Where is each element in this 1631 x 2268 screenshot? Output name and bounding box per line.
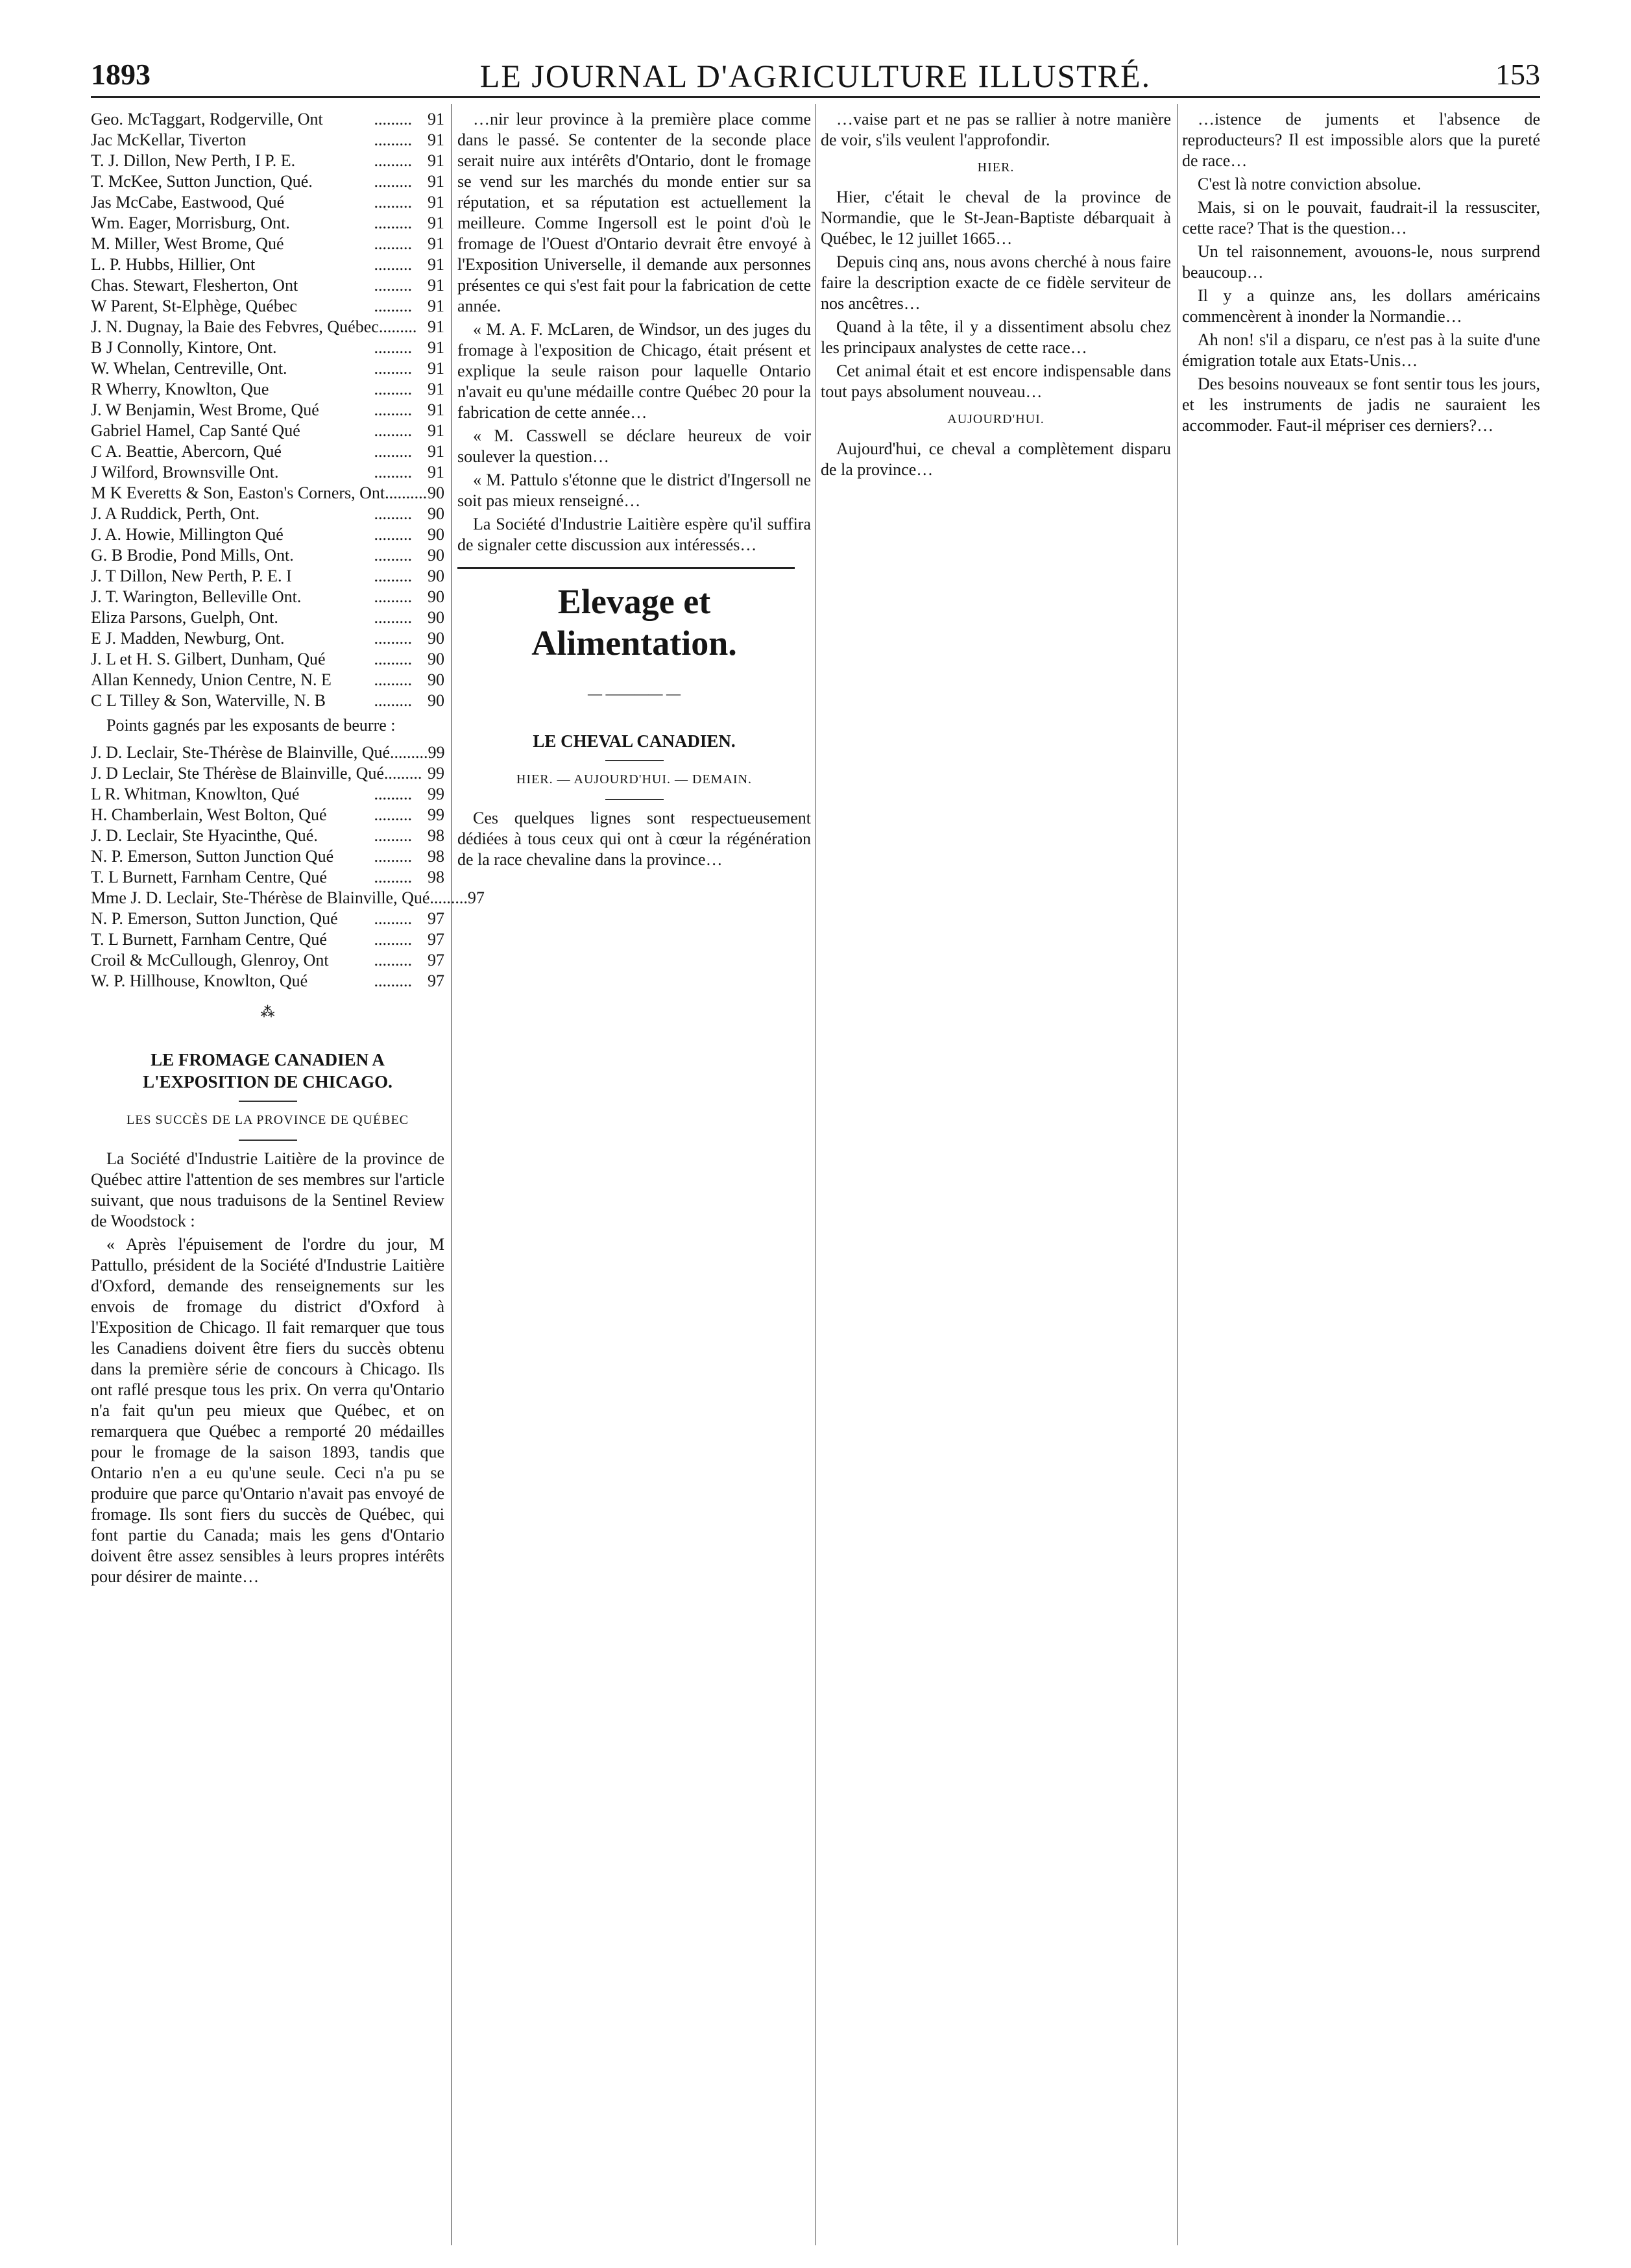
exhibitor-name: C L Tilley & Son, Waterville, N. B: [91, 691, 326, 710]
score-value: 91: [428, 421, 444, 440]
score-row: [91, 628, 444, 649]
column-divider: [451, 104, 452, 2245]
exhibitor-name: Mme J. D. Leclair, Ste-Thérèse de Blainville, Qué: [91, 888, 430, 907]
score-value: 97: [467, 888, 485, 907]
leader-dots: .........: [374, 338, 412, 357]
exhibitor-name: L R. Whitman, Knowlton, Qué: [91, 785, 300, 803]
score-value: 99: [428, 805, 444, 824]
column-divider: [1177, 104, 1178, 2245]
article-paragraph: « M. Pattulo s'étonne que le district d'Ingersoll ne soit pas mieux renseigné…: [457, 470, 811, 510]
score-row: [91, 908, 444, 929]
article-paragraph: Hier, c'était le cheval de la province de Normandie, que le St-Jean-Baptiste débarquait à Québec, le 12 juillet 1665…: [821, 188, 1171, 248]
leader-dots: .........: [374, 785, 412, 803]
exhibitor-name: C A. Beattie, Abercorn, Qué: [91, 442, 282, 461]
score-row: [91, 275, 444, 296]
score-row: [91, 545, 444, 566]
score-row: [91, 254, 444, 275]
score-value: 99: [428, 743, 445, 762]
score-row: [91, 213, 444, 234]
leader-dots: .........: [374, 971, 412, 990]
article-subtitle-fromage: LES SUCCÈS DE LA PROVINCE DE QUÉBEC: [126, 1113, 409, 1127]
exhibitor-name: Wm. Eager, Morrisburg, Ont.: [91, 213, 290, 232]
score-row: [91, 929, 444, 950]
exhibitor-name: J Wilford, Brownsville Ont.: [91, 463, 279, 482]
score-value: 90: [428, 670, 444, 689]
score-value: 91: [428, 400, 444, 419]
leader-dots: .........: [374, 868, 412, 886]
article-paragraph: La Société d'Industrie Laitière de la province de Québec attire l'attention de ses membres sur l'article suivant, que nous traduisons de la Sentinel Review de Woodstock :: [91, 1149, 444, 1230]
exhibitor-name: J. A Ruddick, Perth, Ont.: [91, 504, 260, 523]
leader-dots: .........: [374, 546, 412, 565]
exhibitor-name: W. Whelan, Centreville, Ont.: [91, 359, 287, 378]
score-row: [91, 192, 444, 213]
leader-dots: .........: [374, 213, 412, 232]
score-row: [91, 462, 444, 483]
leader-dots: .........: [374, 193, 412, 212]
score-row: [91, 950, 444, 971]
leader-dots: .........: [374, 255, 412, 274]
article-title-cheval: LE CHEVAL CANADIEN.: [533, 731, 736, 751]
score-row: [91, 421, 444, 441]
exhibitor-name: M K Everetts & Son, Easton's Corners, Ont.: [91, 483, 389, 502]
exhibitor-name: M. Miller, West Brome, Qué: [91, 234, 284, 253]
butter-scores-list: [91, 742, 485, 992]
score-row: [91, 379, 444, 400]
article-paragraph: « Après l'épuisement de l'ordre du jour, M Pattullo, président de la Société d'Industrie Laitière d'Oxford, demande des renseignements sur les envois de fromage du district d'Oxford à l'Exposition de Chicago. Il fait remarquer que tous les Canadiens doivent être fiers du succès obtenu dans la première série de concours à Chicago. Ils ont raflé presque tous les prix. On verra qu'Ontario n'a fait qu'un peu mieux que Québec, et on remarquera que Québec a remporté 20 médailles pour le fromage de la saison 1893, tandis que Ontario n'en a eu qu'une seule. Ceci n'a pu se produire que parce qu'Ontario n'avait pas envoyé de fromage. Ils sont fiers du succès de Québec, qui font partie du Canada; mais les gens d'Ontario doivent être assez sensibles à leurs propres intérêts pour désirer de mainte…: [91, 1235, 444, 1586]
article-paragraph: Cet animal était et est encore indispensable dans tout pays absolument nouveau…: [821, 361, 1171, 401]
exhibitor-name: J. T. Warington, Belleville Ont.: [91, 587, 302, 606]
score-row: [91, 400, 444, 421]
article-title-fromage: LE FROMAGE CANADIEN A L'EXPOSITION DE CHICAGO.: [143, 1050, 393, 1091]
leader-dots: .........: [374, 400, 412, 419]
article-paragraph: Il y a quinze ans, les dollars américains commencèrent à inonder la Normandie…: [1182, 286, 1540, 326]
subheading-hier: HIER.: [977, 160, 1015, 175]
article-paragraph: Ah non! s'il a disparu, ce n'est pas à la suite d'une émigration totale aux Etats-Unis…: [1182, 330, 1540, 370]
exhibitor-name: G. B Brodie, Pond Mills, Ont.: [91, 546, 294, 565]
subheading-aujourdhui: AUJOURD'HUI.: [947, 412, 1045, 426]
score-row: [91, 234, 444, 254]
leader-dots: .........: [374, 930, 412, 949]
leader-dots: .........: [374, 234, 412, 253]
leader-dots: .........: [374, 826, 412, 845]
leader-dots: .........: [429, 888, 468, 907]
title-rule: [605, 760, 664, 761]
score-value: 91: [428, 338, 444, 357]
leader-dots: .........: [374, 805, 412, 824]
article-paragraph: C'est là notre conviction absolue.: [1198, 175, 1421, 193]
article-paragraph: …nir leur province à la première place comme dans le passé. Se contenter de la seconde place serait nuire aux intérêts d'Ontario, dont le fromage se vend sur les marchés du monde entier sur sa réputation, et sa réputation est actuellement la meilleure. Comme Ingersoll est le point d'où le fromage de l'Ouest d'Ontario devrait être envoyé à l'Exposition Universelle, il demande aux personnes présentes ce qui s'est fait pour la fabrication de cette année.: [457, 110, 811, 315]
section-ornament: — ———— —: [588, 685, 681, 701]
score-value: 99: [428, 764, 444, 783]
score-row: [91, 587, 444, 607]
score-row: [91, 846, 444, 867]
score-value: 91: [428, 234, 444, 253]
score-value: 97: [428, 971, 444, 990]
header-year: 1893: [91, 58, 151, 91]
score-row: [91, 296, 444, 317]
leader-dots: .........: [374, 608, 412, 627]
exhibitor-name: Croil & McCullough, Glenroy, Ont: [91, 951, 329, 969]
exhibitor-name: Eliza Parsons, Guelph, Ont.: [91, 608, 278, 627]
butter-intro: Points gagnés par les exposants de beurre :: [106, 716, 396, 735]
score-value: 91: [428, 442, 444, 461]
leader-dots: .........: [374, 504, 412, 523]
leader-dots: .........: [389, 483, 428, 502]
exhibitor-name: N. P. Emerson, Sutton Junction Qué: [91, 847, 334, 866]
score-value: 91: [428, 297, 444, 315]
article-paragraph: Quand à la tête, il y a dissentiment absolu chez les principaux analystes de cette race…: [821, 317, 1171, 357]
exhibitor-name: Allan Kennedy, Union Centre, N. E: [91, 670, 332, 689]
score-row: [91, 151, 444, 171]
score-value: 98: [428, 847, 444, 866]
score-row: [91, 109, 444, 130]
leader-dots: .........: [383, 764, 422, 783]
leader-dots: .........: [374, 421, 412, 440]
score-value: 91: [428, 359, 444, 378]
article-paragraph: …vaise part et ne pas se rallier à notre manière de voir, s'ils veulent l'approfondir.: [821, 110, 1171, 149]
leader-dots: .........: [378, 317, 417, 336]
exhibitor-name: T. McKee, Sutton Junction, Qué.: [91, 172, 313, 191]
exhibitor-name: T. L Burnett, Farnham Centre, Qué: [91, 930, 327, 949]
title-rule: [239, 1101, 297, 1102]
score-row: [91, 317, 444, 337]
leader-dots: .........: [374, 380, 412, 398]
separator-stars: ⁂: [260, 1004, 275, 1020]
leader-dots: .........: [374, 691, 412, 710]
score-row: [91, 670, 444, 690]
exhibitor-name: R Wherry, Knowlton, Que: [91, 380, 269, 398]
score-value: 91: [428, 255, 444, 274]
score-row: [91, 337, 444, 358]
leader-dots: .........: [374, 629, 412, 648]
score-row: [91, 742, 444, 763]
score-row: [91, 763, 444, 784]
score-row: [91, 888, 485, 908]
score-value: 98: [428, 868, 444, 886]
score-row: [91, 649, 444, 670]
exhibitor-name: Gabriel Hamel, Cap Santé Qué: [91, 421, 300, 440]
exhibitor-name: W. P. Hillhouse, Knowlton, Qué: [91, 971, 308, 990]
exhibitor-name: J. D. Leclair, Ste Hyacinthe, Qué.: [91, 826, 318, 845]
column-4: [1182, 109, 1540, 2244]
leader-dots: .........: [374, 463, 412, 482]
score-value: 97: [428, 951, 444, 969]
exhibitor-name: J. W Benjamin, West Brome, Qué: [91, 400, 319, 419]
score-value: 91: [428, 276, 444, 295]
score-row: [91, 171, 444, 192]
leader-dots: .........: [374, 442, 412, 461]
page-number: 153: [1495, 58, 1540, 91]
score-value: 90: [428, 525, 444, 544]
article-paragraph: Un tel raisonnement, avouons-le, nous surprend beaucoup…: [1182, 242, 1540, 282]
leader-dots: .........: [374, 847, 412, 866]
exhibitor-name: N. P. Emerson, Sutton Junction, Qué: [91, 909, 338, 928]
exhibitor-name: T. L Burnett, Farnham Centre, Qué: [91, 868, 327, 886]
article-paragraph: « M. A. F. McLaren, de Windsor, un des juges du fromage à l'exposition de Chicago, était présent et explique la seule raison pour laquelle Ontario n'avait eu qu'une médaille contre Québec 20 pour la fabrication de cette année…: [457, 320, 811, 422]
exhibitor-name: E J. Madden, Newburg, Ont.: [91, 629, 285, 648]
article-paragraph: « M. Casswell se déclare heureux de voir soulever la question…: [457, 426, 811, 466]
leader-dots: .........: [374, 587, 412, 606]
exhibitor-name: Jac McKellar, Tiverton: [91, 130, 247, 149]
score-row: [91, 971, 444, 992]
exhibitor-name: B J Connolly, Kintore, Ont.: [91, 338, 277, 357]
leader-dots: .........: [374, 110, 412, 128]
score-row: [91, 566, 444, 587]
score-value: 91: [428, 463, 444, 482]
leader-dots: .........: [374, 359, 412, 378]
score-row: [91, 504, 444, 524]
exhibitor-name: Geo. McTaggart, Rodgerville, Ont: [91, 110, 323, 128]
leader-dots: .........: [374, 172, 412, 191]
score-value: 90: [428, 650, 444, 668]
exhibitor-name: J. D. Leclair, Ste-Thérèse de Blainville, Qué: [91, 743, 391, 762]
score-row: [91, 867, 444, 888]
leader-dots: .........: [374, 151, 412, 170]
score-row: [91, 483, 444, 504]
score-value: 90: [428, 587, 444, 606]
score-value: 90: [428, 608, 444, 627]
score-row: [91, 130, 444, 151]
score-row: [91, 805, 444, 825]
score-row: [91, 825, 444, 846]
score-value: 90: [428, 483, 444, 502]
leader-dots: .........: [374, 276, 412, 295]
exhibitor-name: T. J. Dillon, New Perth, I P. E.: [91, 151, 296, 170]
cheese-scores-list: [91, 109, 444, 711]
score-value: 90: [428, 629, 444, 648]
exhibitor-name: J. N. Dugnay, la Baie des Febvres, Québec: [91, 317, 379, 336]
column-1: [91, 109, 485, 2244]
score-value: 91: [428, 172, 444, 191]
exhibitor-name: W Parent, St-Elphège, Québec: [91, 297, 297, 315]
exhibitor-name: H. Chamberlain, West Bolton, Qué: [91, 805, 327, 824]
exhibitor-name: Jas McCabe, Eastwood, Qué: [91, 193, 285, 212]
leader-dots: .........: [374, 567, 412, 585]
score-row: [91, 690, 444, 711]
exhibitor-name: J. D Leclair, Ste Thérèse de Blainville, Qué: [91, 764, 384, 783]
title-rule: [239, 1140, 297, 1141]
score-row: [91, 358, 444, 379]
leader-dots: .........: [374, 297, 412, 315]
score-value: 90: [428, 567, 444, 585]
column-3: [821, 109, 1171, 2244]
leader-dots: .........: [374, 525, 412, 544]
leader-dots: .........: [374, 909, 412, 928]
article-paragraph: Mais, si on le pouvait, faudrait-il la ressusciter, cette race? That is the question…: [1182, 198, 1540, 238]
article-paragraph: Aujourd'hui, ce cheval a complètement disparu de la province…: [821, 439, 1171, 479]
score-row: [91, 784, 444, 805]
exhibitor-name: J. T Dillon, New Perth, P. E. I: [91, 567, 292, 585]
article-paragraph: …istence de juments et l'absence de reproducteurs? Il est impossible alors que la pureté de race…: [1182, 110, 1540, 170]
leader-dots: .........: [390, 743, 428, 762]
title-rule: [605, 799, 664, 800]
article-paragraph: La Société d'Industrie Laitière espère qu'il suffira de signaler cette discussion aux intéressés…: [457, 515, 811, 554]
score-row: [91, 607, 444, 628]
score-value: 91: [428, 317, 444, 336]
header-rule: [91, 96, 1540, 98]
score-value: 97: [428, 930, 444, 949]
exhibitor-name: J. A. Howie, Millington Qué: [91, 525, 284, 544]
article-paragraph: Ces quelques lignes sont respectueusement dédiées à tous ceux qui ont à cœur la régénération de la race chevaline dans la province…: [457, 809, 811, 869]
section-title-elevage: Elevage et Alimentation.: [531, 582, 737, 663]
score-value: 91: [428, 380, 444, 398]
section-rule: [457, 567, 795, 569]
score-value: 99: [428, 785, 444, 803]
score-value: 91: [428, 130, 444, 149]
score-value: 97: [428, 909, 444, 928]
exhibitor-name: L. P. Hubbs, Hillier, Ont: [91, 255, 256, 274]
leader-dots: .........: [374, 130, 412, 149]
score-value: 91: [428, 110, 444, 128]
score-value: 90: [428, 546, 444, 565]
score-row: [91, 524, 444, 545]
article-paragraph: Depuis cinq ans, nous avons cherché à nous faire faire la description exacte de ce fidèle serviteur de nos ancêtres…: [821, 252, 1171, 313]
column-2: [457, 109, 811, 2244]
leader-dots: .........: [374, 951, 412, 969]
score-row: [91, 441, 444, 462]
score-value: 90: [428, 691, 444, 710]
exhibitor-name: J. L et H. S. Gilbert, Dunham, Qué: [91, 650, 326, 668]
score-value: 90: [428, 504, 444, 523]
score-value: 91: [428, 151, 444, 170]
score-value: 91: [428, 213, 444, 232]
exhibitor-name: Chas. Stewart, Flesherton, Ont: [91, 276, 298, 295]
score-value: 98: [428, 826, 444, 845]
score-value: 91: [428, 193, 444, 212]
article-paragraph: Des besoins nouveaux se font sentir tous les jours, et les instruments de jadis ne sauraient les accommoder. Faut-il mépriser ces derniers?…: [1182, 374, 1540, 435]
leader-dots: .........: [374, 650, 412, 668]
leader-dots: .........: [374, 670, 412, 689]
journal-title: LE JOURNAL D'AGRICULTURE ILLUSTRÉ.: [479, 58, 1152, 94]
article-subtitle-cheval: HIER. — AUJOURD'HUI. — DEMAIN.: [516, 772, 753, 786]
